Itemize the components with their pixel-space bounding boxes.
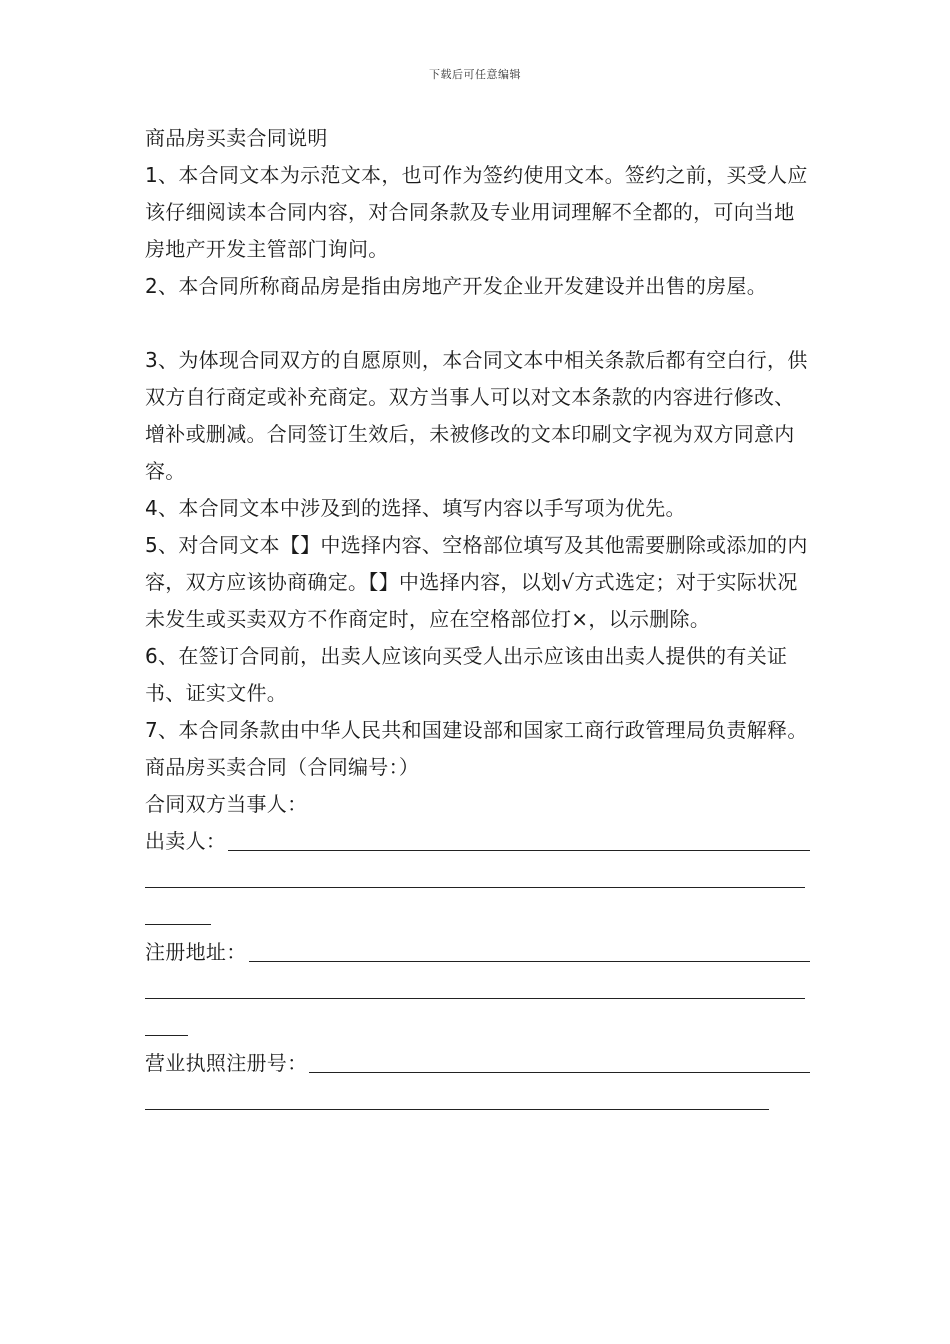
paragraph-1: 1、本合同文本为示范文本，也可作为签约使用文本。签约之前，买受人应该仔细阅读本合同内容，对合同条款及专业用词理解不全都的，可向当地房地产开发主管部门询问。 [145,163,808,261]
license-label: 营业执照注册号： [145,1051,308,1075]
blank-line [145,1035,188,1036]
document-title: 商品房买卖合同说明 [145,126,328,150]
blank-line [145,887,805,888]
seller-blank-line[interactable] [228,850,810,851]
page-header-note: 下载后可任意编辑 [429,68,521,81]
seller-label: 出卖人： [145,829,227,853]
blank-line [145,924,211,925]
address-field[interactable] [145,934,810,971]
paragraph-2: 2、本合同所称商品房是指由房地产开发企业开发建设并出售的房屋。 [145,274,768,298]
address-label: 注册地址： [145,940,247,964]
blank-line [145,998,805,999]
license-field[interactable] [145,1045,810,1082]
paragraph-spacer [145,305,810,342]
seller-blank-row-3[interactable] [145,897,810,934]
paragraph-5: 5、对合同文本【】中选择内容、空格部位填写及其他需要删除或添加的内容，双方应该协商确定。【】中选择内容，以划√方式选定；对于实际状况未发生或买卖双方不作商定时，应在空格部位打×，以示删除。 [145,533,808,631]
document-body [145,120,810,1119]
address-blank-row-3[interactable] [145,1008,810,1045]
paragraph-4: 4、本合同文本中涉及到的选择、填写内容以手写项为优先。 [145,496,686,520]
blank-line [145,1109,769,1110]
contract-title: 商品房买卖合同（合同编号：） [145,755,420,779]
license-blank-row-2[interactable] [145,1082,810,1119]
seller-blank-row-2[interactable] [145,860,810,897]
address-blank-line[interactable] [249,961,811,962]
parties-heading: 合同双方当事人： [145,792,308,816]
address-blank-row-2[interactable] [145,971,810,1008]
paragraph-7: 7、本合同条款由中华人民共和国建设部和国家工商行政管理局负责解释。 [145,718,808,742]
license-blank-line[interactable] [309,1072,810,1073]
paragraph-6: 6、在签订合同前，出卖人应该向买受人出示应该由出卖人提供的有关证书、证实文件。 [145,644,788,705]
paragraph-3: 3、为体现合同双方的自愿原则，本合同文本中相关条款后都有空白行，供双方自行商定或补充商定。双方当事人可以对文本条款的内容进行修改、增补或删减。合同签订生效后，未被修改的文本印刷文字视为双方同意内容。 [145,348,808,483]
seller-field[interactable] [145,823,810,860]
